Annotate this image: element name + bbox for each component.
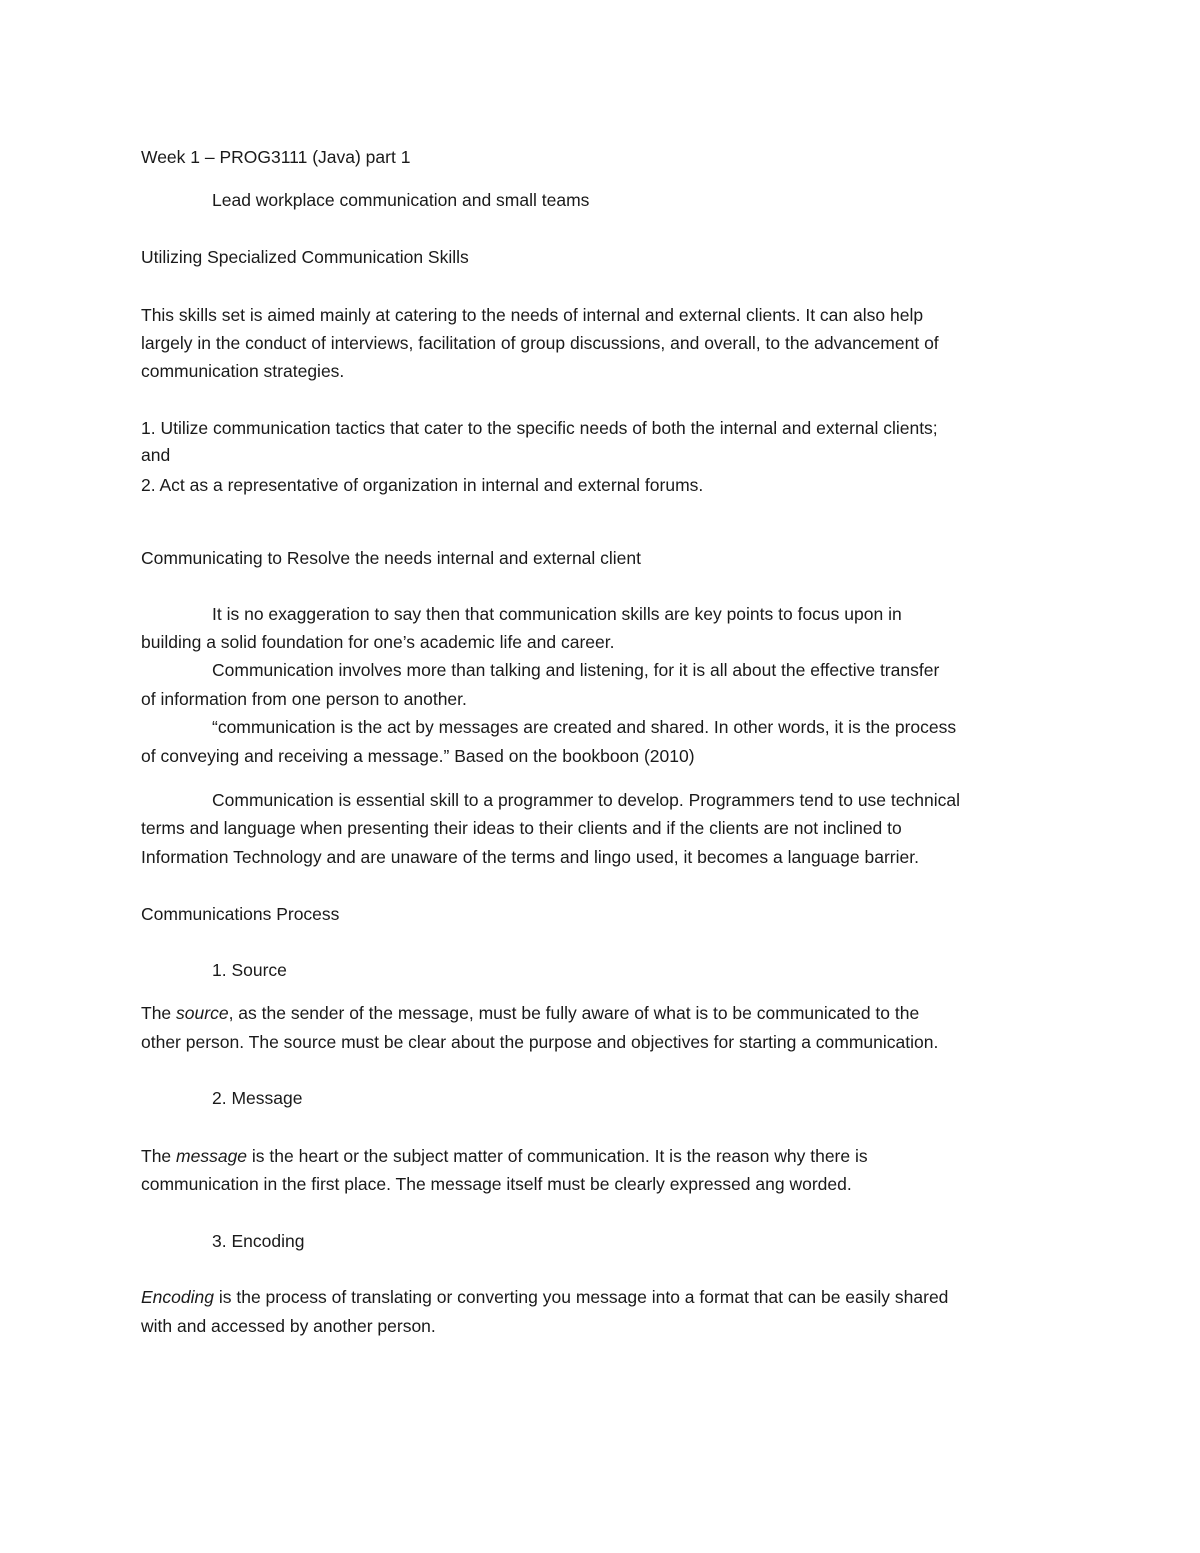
- step-2-line-2: communication in the first place. The message itself must be clearly expressed ang worded.: [141, 1174, 852, 1194]
- term-source: source: [176, 1003, 229, 1023]
- section-heading-process: Communications Process: [141, 904, 340, 924]
- term-message: message: [176, 1146, 248, 1166]
- step-2-line-1: The message is the heart or the subject matter of communication. It is the reason why there is: [141, 1146, 868, 1166]
- para4-line-3: Information Technology and are unaware of the terms and lingo used, it becomes a language barrier.: [141, 847, 919, 867]
- step-2-label: 2. Message: [212, 1088, 303, 1108]
- para1-line-2: building a solid foundation for one’s academic life and career.: [141, 632, 615, 652]
- list-item-1: 1. Utilize communication tactics that cater to the specific needs of both the internal and external clients;: [141, 418, 938, 438]
- para3-line-1: “communication is the act by messages are created and shared. In other words, it is the process: [212, 717, 957, 737]
- step-1-line-1: The source, as the sender of the message, must be fully aware of what is to be communicated to the: [141, 1003, 920, 1023]
- para4-line-2: terms and language when presenting their ideas to their clients and if the clients are not inclined to: [141, 818, 902, 838]
- step-1-label: 1. Source: [212, 960, 287, 980]
- para2-line-1: Communication involves more than talking and listening, for it is all about the effective transfer: [212, 660, 940, 680]
- list-item-2: 2. Act as a representative of organization in internal and external forums.: [141, 475, 704, 495]
- document-subtitle: Lead workplace communication and small teams: [212, 190, 590, 210]
- document-title: Week 1 – PROG3111 (Java) part 1: [141, 147, 411, 167]
- para4-line-1: Communication is essential skill to a programmer to develop. Programmers tend to use technical: [212, 790, 960, 810]
- intro-line-2: largely in the conduct of interviews, facilitation of group discussions, and overall, to the advancement of: [141, 333, 939, 353]
- step-1-line-2: other person. The source must be clear about the purpose and objectives for starting a communication.: [141, 1032, 939, 1052]
- term-encoding: Encoding: [141, 1287, 214, 1307]
- para3-line-2: of conveying and receiving a message.” Based on the bookboon (2010): [141, 746, 695, 766]
- step-3-line-2: with and accessed by another person.: [141, 1316, 436, 1336]
- list-item-1-cont: and: [141, 445, 171, 465]
- step-3-label: 3. Encoding: [212, 1231, 305, 1251]
- section-heading-resolve: Communicating to Resolve the needs internal and external client: [141, 548, 642, 568]
- step-3-line-1: Encoding is the process of translating or converting you message into a format that can be easily shared: [141, 1287, 949, 1307]
- intro-line-1: This skills set is aimed mainly at catering to the needs of internal and external clients. It can also help: [141, 305, 924, 325]
- section-heading-skills: Utilizing Specialized Communication Skills: [141, 247, 469, 267]
- para1-line-1: It is no exaggeration to say then that communication skills are key points to focus upon in: [212, 604, 902, 624]
- para2-line-2: of information from one person to another.: [141, 689, 467, 709]
- intro-line-3: communication strategies.: [141, 361, 345, 381]
